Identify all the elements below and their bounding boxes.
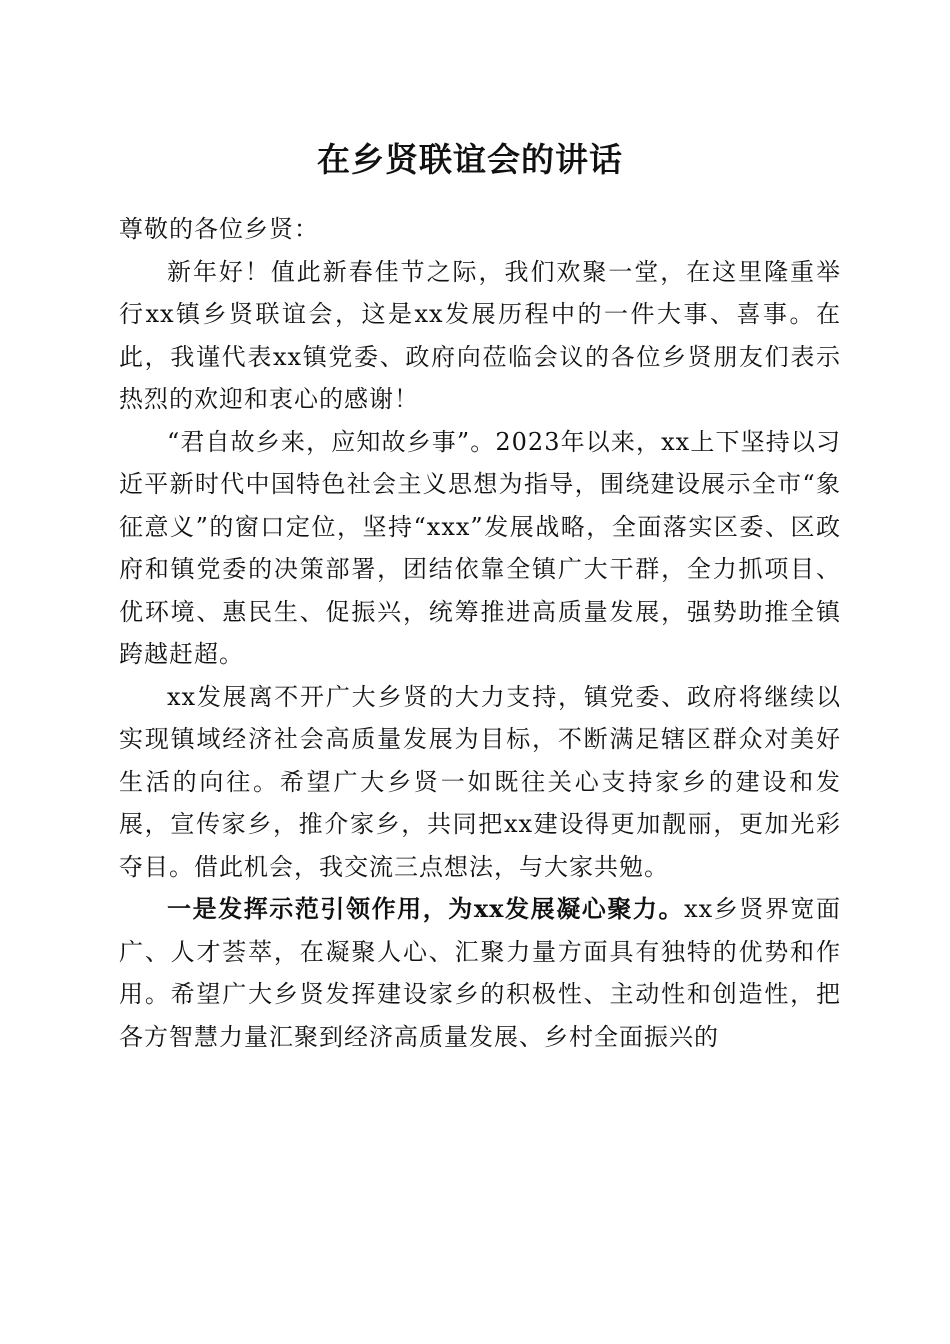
paragraph-point-one (119, 888, 841, 1058)
paragraph-greeting (119, 251, 841, 421)
salutation: 尊敬的各位乡贤： (119, 215, 319, 243)
paragraph-text: 新年好！值此新春佳节之际，我们欢聚一堂，在这里隆重举行xx镇乡贤联谊会，这是xx发展历程中的一件大事、喜事。在此，我谨代表xx镇党委、政府向莅临会议的各位乡贤朋友们表示热烈的欢迎和衷心的感谢！ (119, 257, 841, 413)
paragraph-review (119, 421, 841, 676)
document-body (119, 208, 841, 1058)
paragraph-text: “君自故乡来，应知故乡事”。2023年以来，xx上下坚持以习近平新时代中国特色社会主义思想为指导，围绕建设展示全市“象征意义”的窗口定位，坚持“xxx”发展战略，全面落实区委、区政府和镇党委的决策部署，团结依靠全镇广大干群，全力抓项目、优环境、惠民生、促振兴，统筹推进高质量发展，强势助推全镇跨越赶超。 (119, 427, 841, 668)
paragraph-lead: 一是发挥示范引领作用，为xx发展凝心聚力。 (167, 894, 685, 923)
paragraph-text: xx乡贤界宽面广、人才荟萃，在凝聚人心、汇聚力量方面具有独特的优势和作用。希望广大乡贤发挥建设家乡的积极性、主动性和创造性，把各方智慧力量汇聚到经济高质量发展、乡村全面振兴的 (119, 895, 841, 1051)
paragraph-expectation (119, 676, 841, 889)
paragraph-text: xx发展离不开广大乡贤的大力支持，镇党委、政府将继续以实现镇域经济社会高质量发展为目标，不断满足辖区群众对美好生活的向往。希望广大乡贤一如既往关心支持家乡的建设和发展，宣传家乡，推介家乡，共同把xx建设得更加靓丽，更加光彩夺目。借此机会，我交流三点想法，与大家共勉。 (119, 682, 841, 881)
document-title: 在乡贤联谊会的讲话 (317, 140, 623, 179)
